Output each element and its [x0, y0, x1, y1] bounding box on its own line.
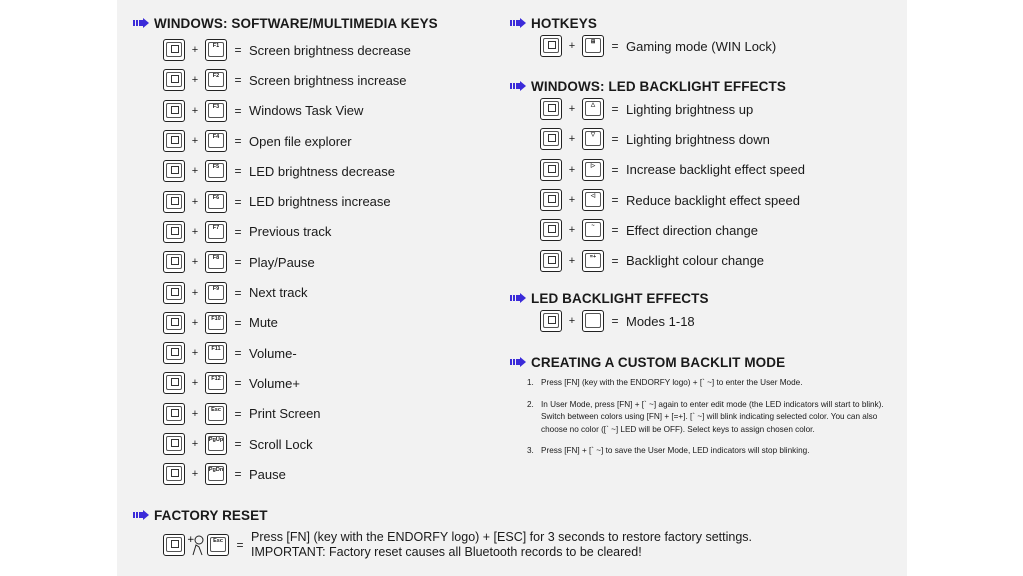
key-legend: △ — [590, 102, 596, 109]
plus-sign: + — [191, 225, 199, 238]
plus-sign: + — [191, 104, 199, 117]
hotkeys-list — [540, 31, 776, 61]
function-key-icon — [205, 130, 227, 152]
plus-sign: + — [191, 468, 199, 481]
function-key-icon — [582, 250, 604, 272]
fn-key-icon — [540, 250, 562, 272]
fn-key-icon — [163, 130, 185, 152]
fn-key-icon — [163, 534, 185, 556]
arrow-icon — [133, 510, 149, 520]
plus-sign: + — [191, 135, 199, 148]
key-combo-row — [540, 31, 776, 61]
fn-key-icon — [163, 100, 185, 122]
action-label: Windows Task View — [249, 103, 364, 119]
equals-sign: = — [234, 73, 242, 88]
equals-sign: = — [611, 102, 619, 117]
function-key-icon — [205, 191, 227, 213]
custom-mode-heading — [510, 354, 900, 370]
hotkeys-section — [510, 15, 776, 61]
key-legend: ▷ — [590, 162, 596, 169]
fn-key-icon — [163, 403, 185, 425]
key-combo-row — [163, 368, 438, 398]
step-number: 3. — [527, 446, 534, 456]
key-legend: F2 — [212, 73, 220, 80]
equals-sign: = — [234, 103, 242, 118]
function-key-icon — [205, 403, 227, 425]
key-legend: F7 — [212, 224, 220, 231]
key-combo-row — [163, 247, 438, 277]
key-legend: F6 — [212, 194, 220, 201]
action-label: Lighting brightness up — [626, 101, 754, 117]
function-key-icon — [582, 189, 604, 211]
section-title: HOTKEYS — [531, 15, 597, 31]
key-combo-row — [163, 156, 438, 186]
plus-sign: + — [191, 438, 199, 450]
key-legend: F11 — [211, 346, 221, 353]
key-legend: F12 — [211, 376, 221, 383]
function-key-icon — [582, 310, 604, 332]
fn-key-icon — [540, 35, 562, 57]
plus-sign: + — [191, 165, 199, 178]
fn-key-icon — [163, 282, 185, 304]
key-combo-row — [163, 429, 438, 459]
fn-key-icon — [540, 98, 562, 120]
equals-sign: = — [234, 43, 242, 58]
action-label: Gaming mode (WIN Lock) — [626, 38, 777, 54]
key-combo-row — [163, 35, 438, 65]
section-title: LED BACKLIGHT EFFECTS — [531, 290, 709, 306]
key-legend: ~ — [591, 223, 595, 230]
action-label: Next track — [249, 285, 308, 301]
action-label: LED brightness increase — [249, 194, 391, 210]
hold-hand-icon — [187, 533, 205, 557]
action-label: Modes 1-18 — [626, 313, 695, 329]
function-key-icon — [205, 69, 227, 91]
function-key-icon — [205, 282, 227, 304]
software-keys-heading — [133, 15, 438, 31]
led-windows-section — [510, 78, 805, 276]
plus-sign: + — [568, 194, 576, 207]
action-label: Volume- — [249, 345, 297, 361]
key-combo-row — [540, 155, 805, 185]
equals-sign: = — [234, 164, 242, 179]
equals-sign: = — [611, 314, 619, 329]
plus-sign: + — [568, 224, 576, 237]
key-combo-row — [163, 277, 438, 307]
svg-text:+: + — [187, 535, 195, 545]
fn-key-icon — [163, 221, 185, 243]
function-key-icon — [582, 35, 604, 57]
equals-sign: = — [234, 346, 242, 361]
arrow-icon — [133, 18, 149, 28]
factory-reset-heading — [133, 507, 853, 523]
plus-sign: + — [191, 286, 199, 299]
function-key-icon — [205, 251, 227, 273]
plus-sign: + — [191, 407, 199, 420]
function-key-icon — [205, 221, 227, 243]
key-legend: PgUp — [208, 437, 224, 443]
plus-sign: + — [191, 195, 199, 208]
key-combo-row — [163, 96, 438, 126]
plus-sign: + — [568, 254, 576, 267]
equals-sign: = — [234, 194, 242, 209]
function-key-icon — [205, 39, 227, 61]
fn-key-icon — [163, 312, 185, 334]
custom-mode-step — [527, 399, 900, 437]
equals-sign: = — [611, 223, 619, 238]
action-label: Play/Pause — [249, 254, 315, 270]
action-label: Screen brightness decrease — [249, 42, 411, 58]
fn-key-icon — [163, 463, 185, 485]
action-label: Scroll Lock — [249, 436, 313, 452]
arrow-icon — [510, 293, 526, 303]
key-legend: Esc — [211, 406, 221, 413]
key-legend: F4 — [212, 134, 220, 141]
equals-sign: = — [234, 224, 242, 239]
plus-sign: + — [568, 103, 576, 116]
step-text: Press [FN] + [` ~] to save the User Mode, LED indicators will stop blinking. — [541, 446, 810, 456]
function-key-icon — [582, 159, 604, 181]
equals-sign: = — [611, 253, 619, 268]
section-title: FACTORY RESET — [154, 507, 268, 523]
function-key-icon — [205, 372, 227, 394]
key-legend: PgDn — [208, 467, 224, 474]
equals-sign: = — [234, 285, 242, 300]
function-key-icon — [582, 128, 604, 150]
action-label: Mute — [249, 315, 278, 331]
equals-sign: = — [234, 437, 242, 451]
custom-mode-step — [527, 445, 900, 458]
function-key-icon — [205, 463, 227, 485]
fn-key-icon — [163, 372, 185, 394]
factory-reset-line2: IMPORTANT: Factory reset causes all Bluetooth records to be cleared! — [251, 545, 642, 559]
action-label: Print Screen — [249, 406, 321, 422]
plus-sign: + — [191, 316, 199, 329]
fn-key-icon — [540, 159, 562, 181]
key-combo-row — [540, 215, 805, 245]
software-keys-list — [163, 35, 438, 489]
key-combo-row — [163, 217, 438, 247]
led-effects-list — [540, 306, 709, 336]
fn-key-icon — [540, 128, 562, 150]
action-label: Backlight colour change — [626, 253, 765, 269]
plus-sign: + — [191, 377, 199, 390]
factory-reset-section — [133, 507, 853, 560]
equals-sign: = — [234, 467, 242, 482]
key-combo-row — [163, 308, 438, 338]
action-label: Reduce backlight effect speed — [626, 192, 800, 208]
fn-key-icon — [163, 39, 185, 61]
key-combo-row — [163, 399, 438, 429]
section-title: WINDOWS: LED BACKLIGHT EFFECTS — [531, 78, 786, 94]
equals-sign: = — [611, 132, 619, 147]
key-legend: F9 — [212, 285, 220, 292]
key-combo-row — [163, 65, 438, 95]
arrow-icon — [510, 81, 526, 91]
key-combo-row — [163, 186, 438, 216]
custom-mode-section — [510, 354, 900, 467]
key-combo-row — [163, 459, 438, 489]
arrow-icon — [510, 18, 526, 28]
action-label: Effect direction change — [626, 222, 759, 238]
step-number: 2. — [527, 399, 534, 409]
key-combo-row — [540, 245, 805, 275]
esc-key-icon: Esc — [207, 534, 229, 556]
fn-key-icon — [540, 189, 562, 211]
function-key-icon — [205, 342, 227, 364]
equals-sign: = — [611, 193, 619, 208]
key-legend: F5 — [212, 164, 220, 171]
function-key-icon — [205, 312, 227, 334]
factory-reset-line1: Press [FN] (key with the ENDORFY logo) + [ESC] for 3 seconds to restore factory settings. — [251, 530, 752, 544]
step-text: Press [FN] (key with the ENDORFY logo) + [` ~] to enter the User Mode. — [541, 378, 803, 387]
equals-sign: = — [234, 376, 242, 391]
plus-sign: + — [191, 44, 199, 57]
key-legend: F8 — [212, 255, 220, 262]
function-key-icon — [582, 98, 604, 120]
key-legend: =+ — [589, 253, 597, 260]
equals-sign: = — [234, 255, 242, 270]
step-text: In User Mode, press [FN] + [` ~] again to enter edit mode (the LED indicators will start to blink). Switch between colors using [FN] + [=+]. [` ~] will blink indicating selected color. You can also choose no color ([` ~] LED will be OFF). Select keys to assign chosen color. — [541, 399, 884, 434]
plus-sign: + — [191, 347, 199, 360]
key-combo-row — [540, 185, 805, 215]
led-windows-heading — [510, 78, 805, 94]
key-combo-row — [540, 124, 805, 154]
led-effects-heading — [510, 290, 709, 306]
equals-sign: = — [611, 162, 619, 177]
action-label: Lighting brightness down — [626, 131, 770, 147]
fn-key-icon — [163, 342, 185, 364]
action-label: Increase backlight effect speed — [626, 162, 805, 178]
function-key-icon — [205, 433, 227, 455]
key-legend: ◁ — [590, 193, 596, 200]
key-legend: ⊞ — [590, 39, 596, 46]
section-title: WINDOWS: SOFTWARE/MULTIMEDIA KEYS — [154, 15, 438, 31]
led-effects-section — [510, 290, 709, 336]
action-label: Pause — [249, 466, 286, 482]
key-combo-row — [540, 306, 709, 336]
hotkeys-heading — [510, 15, 776, 31]
key-combo-row — [163, 338, 438, 368]
equals-sign: = — [234, 134, 242, 149]
function-key-icon — [582, 219, 604, 241]
custom-mode-steps — [527, 377, 900, 458]
action-label: Previous track — [249, 224, 332, 240]
fn-key-icon — [163, 191, 185, 213]
key-legend: F10 — [211, 315, 221, 322]
plus-sign: + — [568, 40, 576, 53]
plus-sign: + — [568, 163, 576, 176]
led-windows-list — [540, 94, 805, 276]
factory-reset-row — [163, 530, 853, 560]
plus-sign: + — [568, 315, 576, 328]
equals-sign: = — [234, 315, 242, 330]
key-combo-row — [540, 94, 805, 124]
plus-sign: + — [191, 256, 199, 269]
section-title: CREATING A CUSTOM BACKLIT MODE — [531, 354, 786, 370]
fn-key-icon — [540, 310, 562, 332]
fn-key-icon — [540, 219, 562, 241]
fn-key-icon — [163, 433, 185, 455]
action-label: Screen brightness increase — [249, 72, 407, 88]
function-key-icon — [205, 160, 227, 182]
key-legend: F1 — [212, 43, 220, 50]
function-key-icon — [205, 100, 227, 122]
equals-sign: = — [236, 538, 244, 552]
fn-key-icon — [163, 69, 185, 91]
fn-key-icon — [163, 160, 185, 182]
key-combo-row — [163, 126, 438, 156]
plus-sign: + — [191, 74, 199, 87]
arrow-icon — [510, 357, 526, 367]
action-label: Volume+ — [249, 375, 300, 391]
key-legend: ▽ — [590, 132, 596, 139]
fn-key-icon — [163, 251, 185, 273]
software-keys-section — [133, 15, 438, 489]
equals-sign: = — [234, 406, 242, 421]
custom-mode-step — [527, 377, 900, 390]
key-legend: F3 — [212, 103, 220, 110]
plus-sign: + — [568, 133, 576, 146]
equals-sign: = — [611, 39, 619, 54]
action-label: LED brightness decrease — [249, 163, 395, 179]
action-label: Open file explorer — [249, 133, 352, 149]
factory-reset-text — [251, 530, 752, 560]
step-number: 1. — [527, 378, 534, 387]
